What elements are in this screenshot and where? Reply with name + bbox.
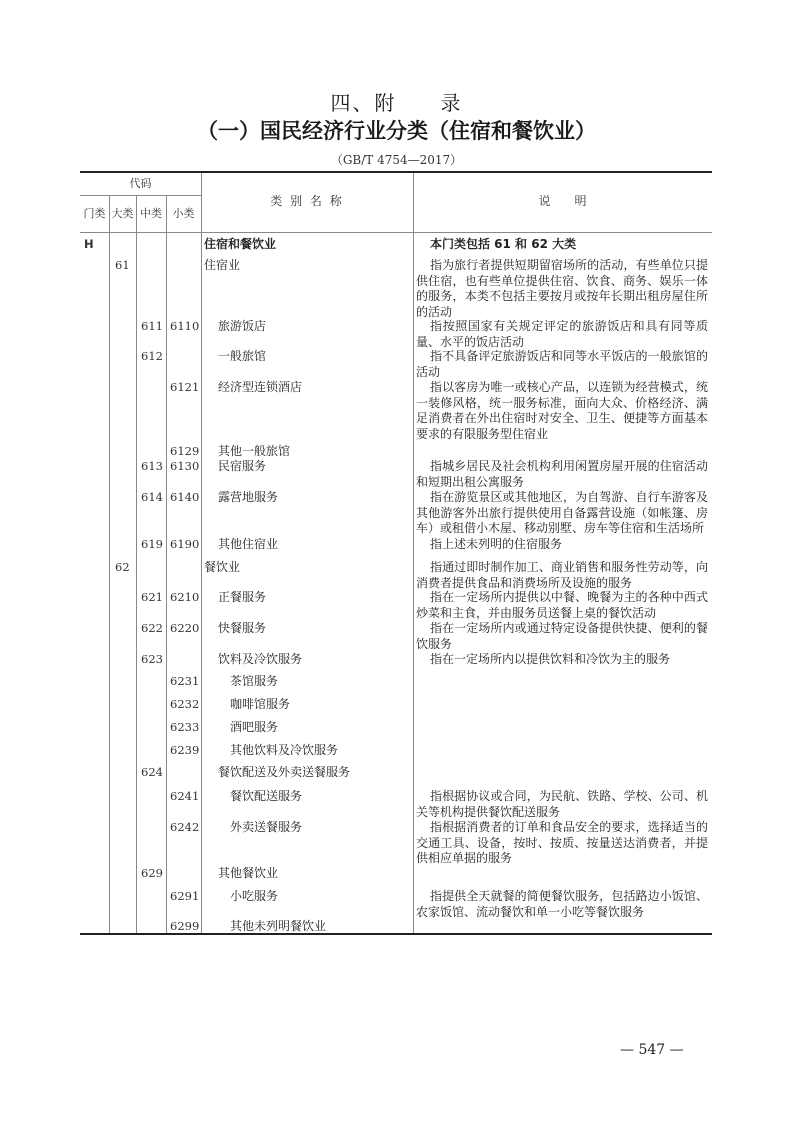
column-divider [413, 173, 414, 933]
code-xiao: 6220 [170, 621, 200, 635]
code-zhong: 611 [141, 319, 163, 333]
code-xiao: 6190 [170, 537, 200, 551]
category-name: 咖啡馆服务 [230, 697, 291, 711]
page-number: — 547 — [620, 1042, 684, 1058]
category-name: 一般旅馆 [218, 349, 267, 363]
category-name: 餐饮业 [204, 560, 241, 574]
code-xiao: 6299 [170, 919, 200, 933]
category-name: 露营地服务 [218, 490, 279, 504]
category-description: 指根据协议或合同，为民航、铁路、学校、公司、机关等机构提供餐饮配送服务 [416, 789, 708, 819]
category-description: 本门类包括 61 和 62 大类 [430, 237, 577, 251]
category-name: 餐饮配送服务 [230, 789, 303, 803]
code-zhong: 622 [141, 621, 163, 635]
code-da: 61 [115, 258, 130, 272]
category-description: 指按照国家有关规定评定的旅游饭店和具有同等质量、水平的饭店活动 [416, 319, 708, 349]
code-xiao: 6232 [170, 697, 200, 711]
category-name: 民宿服务 [218, 459, 267, 473]
code-zhong: 613 [141, 459, 163, 473]
code-xiao: 6241 [170, 789, 200, 803]
category-description: 指在一定场所内以提供饮料和冷饮为主的服务 [430, 652, 671, 666]
category-name: 酒吧服务 [230, 720, 279, 734]
category-name: 其他一般旅馆 [218, 444, 291, 458]
category-name: 住宿和餐饮业 [204, 237, 277, 251]
code-group-rule [80, 195, 201, 196]
category-description: 指在一定场所内提供以中餐、晚餐为主的各种中西式炒菜和主食，并由服务员送餐上桌的餐饮活动 [416, 590, 708, 620]
code-xiao: 6129 [170, 444, 200, 458]
category-description: 指在游览景区或其他地区，为自驾游、自行车游客及其他游客外出旅行提供使用自备露营设施（如帐篷、房车）或租借小木屋、移动别墅、房车等住宿和生活场所 [416, 490, 708, 535]
code-xiao: 6239 [170, 743, 200, 757]
header-desc: 说 明 [538, 194, 587, 208]
code-zhong: 614 [141, 490, 163, 504]
column-divider [166, 196, 167, 933]
category-name: 旅游饭店 [218, 319, 267, 333]
code-zhong: 624 [141, 765, 163, 779]
category-description: 指通过即时制作加工、商业销售和服务性劳动等，向消费者提供食品和消费场所及设施的服务 [416, 560, 708, 590]
category-name: 其他餐饮业 [218, 866, 279, 880]
category-description: 指为旅行者提供短期留宿场所的活动，有些单位只提供住宿，也有些单位提供住宿、饮食、商务、娱乐一体的服务，本类不包括主要按月或按年长期出租房屋住所的活动 [416, 258, 708, 319]
category-name: 外卖送餐服务 [230, 820, 303, 834]
category-description: 指不具备评定旅游饭店和同等水平饭店的一般旅馆的活动 [416, 349, 708, 379]
category-name: 正餐服务 [218, 590, 267, 604]
standard-code: （GB/T 4754—2017） [330, 153, 463, 167]
code-men: H [84, 237, 94, 251]
category-name: 其他饮料及冷饮服务 [230, 743, 339, 757]
category-name: 茶馆服务 [230, 674, 279, 688]
code-xiao: 6291 [170, 889, 200, 903]
code-xiao: 6130 [170, 459, 200, 473]
table-top-rule [80, 171, 712, 173]
code-zhong: 612 [141, 349, 163, 363]
code-xiao: 6110 [170, 319, 200, 333]
category-name: 住宿业 [204, 258, 241, 272]
category-name: 饮料及冷饮服务 [218, 652, 303, 666]
column-divider [109, 196, 110, 933]
page-title: （一）国民经济行业分类（住宿和餐饮业） [197, 119, 596, 143]
code-xiao: 6233 [170, 720, 200, 734]
category-name: 经济型连锁酒店 [218, 380, 303, 394]
category-description: 指上述未列明的住宿服务 [430, 537, 563, 551]
header-xiao: 小类 [172, 207, 195, 220]
table-header-rule [80, 232, 712, 233]
category-description: 指城乡居民及社会机构利用闲置房屋开展的住宿活动和短期出租公寓服务 [416, 459, 708, 489]
header-name: 类 别 名 称 [270, 194, 344, 208]
category-name: 其他住宿业 [218, 537, 279, 551]
category-name: 快餐服务 [218, 621, 267, 635]
column-divider [136, 196, 137, 933]
code-zhong: 623 [141, 652, 163, 666]
code-xiao: 6231 [170, 674, 200, 688]
header-code-group: 代码 [129, 177, 152, 190]
category-name: 餐饮配送及外卖送餐服务 [218, 765, 351, 779]
category-description: 指提供全天就餐的简便餐饮服务，包括路边小饭馆、农家饭馆、流动餐饮和单一小吃等餐饮服务 [416, 889, 708, 919]
section-title: 四、附 录 [330, 91, 463, 115]
header-men: 门类 [83, 207, 106, 220]
column-divider [201, 173, 202, 933]
code-xiao: 6140 [170, 490, 200, 504]
category-description: 指在一定场所内或通过特定设备提供快捷、便利的餐饮服务 [416, 621, 708, 651]
category-name: 其他未列明餐饮业 [230, 919, 327, 933]
category-name: 小吃服务 [230, 889, 279, 903]
header-da: 大类 [111, 207, 134, 220]
category-description: 指以客房为唯一或核心产品，以连锁为经营模式，统一装修风格，统一服务标准，面向大众、价格经济、满足消费者在外出住宿时对安全、卫生、便捷等方面基本要求的有限服务型住宿业 [416, 380, 708, 441]
category-description: 指根据消费者的订单和食品安全的要求，选择适当的交通工具、设备，按时、按质、按量送达消费者，并提供相应单据的服务 [416, 820, 708, 865]
code-xiao: 6242 [170, 820, 200, 834]
code-zhong: 629 [141, 866, 163, 880]
header-zhong: 中类 [140, 207, 162, 220]
code-xiao: 6210 [170, 590, 200, 604]
code-zhong: 619 [141, 537, 163, 551]
code-da: 62 [115, 560, 130, 574]
code-xiao: 6121 [170, 380, 200, 394]
code-zhong: 621 [141, 590, 163, 604]
